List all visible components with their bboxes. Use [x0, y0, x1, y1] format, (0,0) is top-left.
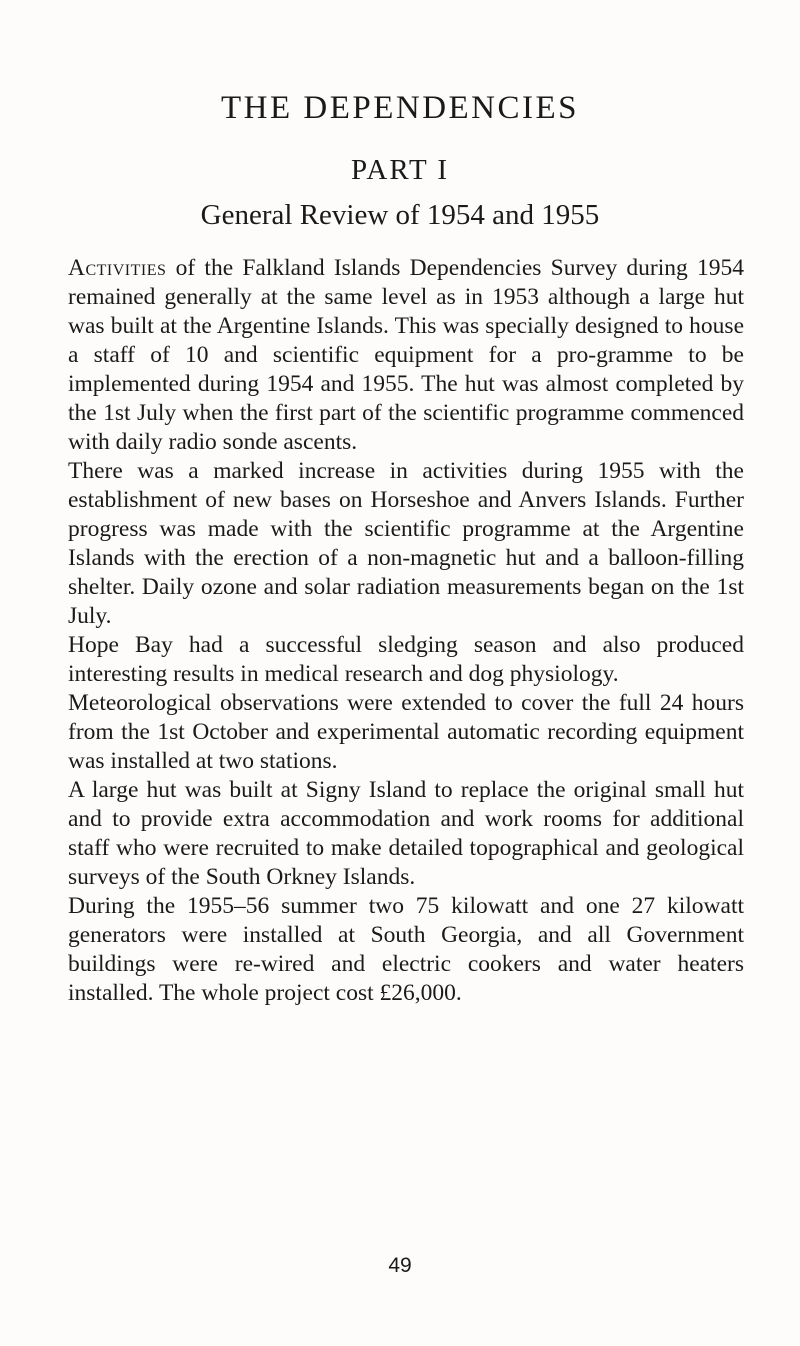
section-subtitle: General Review of 1954 and 1955 [200, 199, 600, 231]
paragraph-2: There was a marked increase in activities during 1955 with the establishment of new bases on Horseshoe and Anvers Islands. Further progress was made with the scientific programme at the Argentine Islands with the erection of a non-magnetic hut and a balloon-filling shelter. Daily ozone and solar radiation measurements began on the 1st July. [68, 458, 744, 629]
paragraph-5: A large hut was built at Signy Island to replace the original small hut and to provide extra accommodation and work rooms for additional staff who were recruited to make detailed topographical and geological surveys of the South Orkney Islands. [68, 777, 744, 890]
paragraph-6: During the 1955–56 summer two 75 kilowatt and one 27 kilowatt generators were installed at South Georgia, and all Government buildings were re-wired and electric cookers and water heaters installed. The whole project cost £26,000. [68, 893, 744, 1006]
part-heading: PART I [350, 154, 450, 186]
page-title: THE DEPENDENCIES [220, 90, 580, 126]
paragraph-1 [68, 254, 744, 457]
paragraph-lead-word: Activities [68, 255, 167, 281]
paragraph-3: Hope Bay had a successful sledging season and also produced interesting results in medical research and dog physiology. [68, 632, 744, 687]
paragraph-1-text: of the Falkland Islands Dependencies Survey during 1954 remained generally at the same level as in 1953 although a large hut was built at the Argentine Islands. This was specially designed to house a staff of 10 and scientific equipment for a pro-gramme to be implemented during 1954 and 1955. The hut was almost completed by the 1st July when the first part of the scientific programme commenced with daily radio sonde ascents. [68, 255, 744, 455]
body-text [68, 254, 744, 1008]
paragraph-4: Meteorological observations were extended to cover the full 24 hours from the 1st October and experimental automatic recording equipment was installed at two stations. [68, 690, 744, 774]
page-number: 49 [388, 1254, 412, 1277]
